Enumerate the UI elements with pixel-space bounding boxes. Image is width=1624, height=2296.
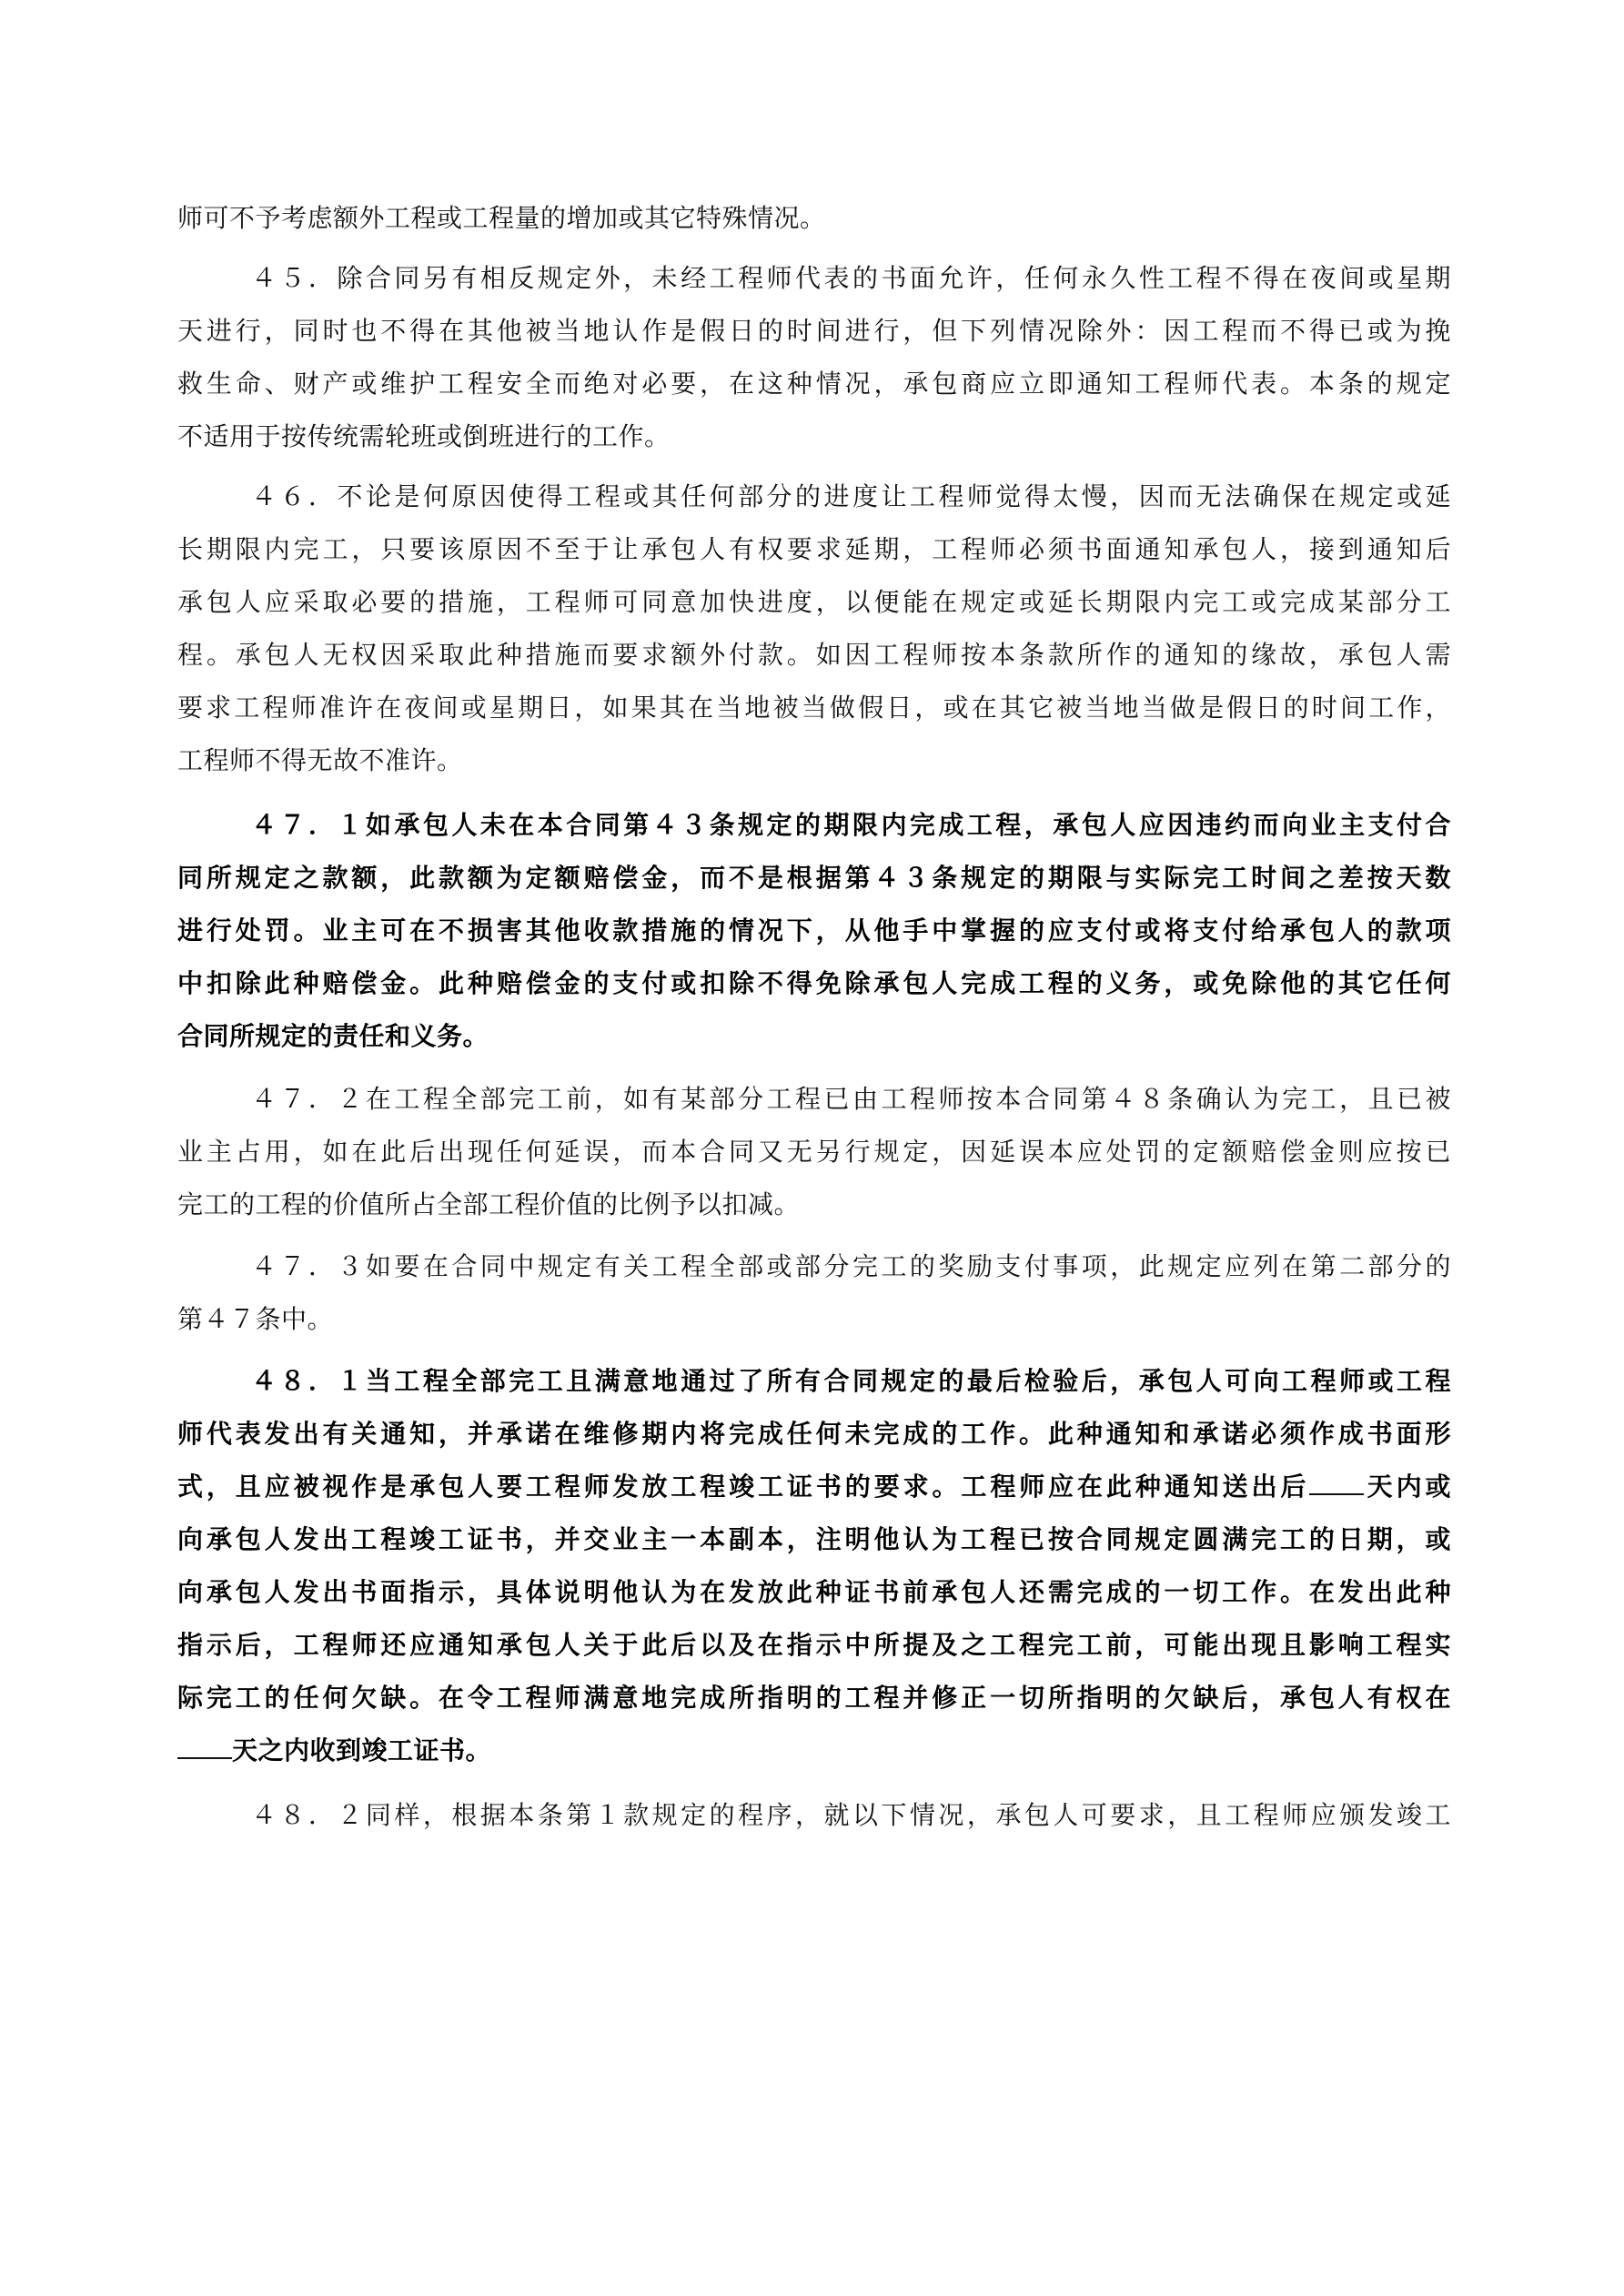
paragraph-text: 天之内收到竣工证书。 — [232, 1735, 492, 1765]
paragraph-line: 程。承包人无权因采取此种措施而要求额外付款。如因工程师按本条款所作的通知的缘故，承包人需 — [177, 640, 1451, 670]
paragraph-line: 师代表发出有关通知，并承诺在维修期内将完成任何未完成的工作。此种通知和承诺必须作成书面形 — [177, 1419, 1451, 1449]
fill-in-blank — [177, 1734, 232, 1759]
paragraph-line: 指示后，工程师还应通知承包人关于此后以及在指示中所提及之工程完工前，可能出现且影响工程实 — [177, 1630, 1451, 1660]
paragraph-line: 天进行，同时也不得在其他被当地认作是假日的时间进行，但下列情况除外：因工程而不得已或为挽 — [177, 316, 1451, 346]
paragraph-line: ４５．除合同另有相反规定外，未经工程师代表的书面允许，任何永久性工程不得在夜间或星期 — [251, 263, 1451, 293]
paragraph-line: 向承包人发出工程竣工证书，并交业主一本副本，注明他认为工程已按合同规定圆满完工的日期，或 — [177, 1524, 1451, 1554]
paragraph-line: ４７．３如要在合同中规定有关工程全部或部分完工的奖励支付事项，此规定应列在第二部分的 — [251, 1251, 1451, 1281]
paragraph-line: 中扣除此种赔偿金。此种赔偿金的支付或扣除不得免除承包人完成工程的义务，或免除他的其它任何 — [177, 968, 1451, 998]
paragraph-line: ４８．１当工程全部完工且满意地通过了所有合同规定的最后检验后，承包人可向工程师或工程 — [251, 1366, 1451, 1396]
paragraph-line: ４８．２同样，根据本条第１款规定的程序，就以下情况，承包人可要求，且工程师应颁发竣工 — [251, 1800, 1451, 1830]
paragraph-line: ４７．２在工程全部完工前，如有某部分工程已由工程师按本合同第４８条确认为完工，且已被 — [251, 1084, 1451, 1114]
paragraph-line-with-blank — [177, 1469, 1451, 1505]
paragraph-text: 式，且应被视作是承包人要工程师发放工程竣工证书的要求。工程师应在此种通知送出后 — [177, 1472, 1310, 1502]
paragraph-line: 不适用于按传统需轮班或倒班进行的工作。 — [177, 421, 671, 451]
paragraph-line: 完工的工程的价值所占全部工程价值的比例予以扣减。 — [177, 1189, 801, 1219]
paragraph-line: 合同所规定的责任和义务。 — [177, 1021, 489, 1051]
paragraph-line: 工程师不得无故不准许。 — [177, 745, 463, 775]
paragraph-line: 救生命、财产或维护工程安全而绝对必要，在这种情况，承包商应立即通知工程师代表。本条的规定 — [177, 369, 1451, 399]
paragraph-line: 际完工的任何欠缺。在令工程师满意地完成所指明的工程并修正一切所指明的欠缺后，承包人有权在 — [177, 1683, 1451, 1713]
paragraph-line: 向承包人发出书面指示，具体说明他认为在发放此种证书前承包人还需完成的一切工作。在发出此种 — [177, 1577, 1451, 1607]
paragraph-line: ４６．不论是何原因使得工程或其任何部分的进度让工程师觉得太慢，因而无法确保在规定或延 — [251, 481, 1451, 511]
paragraph-text: 天内或 — [1364, 1472, 1451, 1502]
paragraph-line-with-blank — [177, 1733, 491, 1769]
paragraph-line: 要求工程师准许在夜间或星期日，如果其在当地被当做假日，或在其它被当地当做是假日的时间工作， — [177, 693, 1451, 723]
paragraph-line: 师可不予考虑额外工程或工程量的增加或其它特殊情况。 — [177, 203, 826, 233]
paragraph-line: 业主占用，如在此后出现任何延误，而本合同又无另行规定，因延误本应处罚的定额赔偿金则应按已 — [177, 1137, 1451, 1167]
paragraph-line: 承包人应采取必要的措施，工程师可同意加快进度，以便能在规定或延长期限内完工或完成某部分工 — [177, 587, 1451, 617]
paragraph-line: 第４７条中。 — [177, 1304, 334, 1334]
fill-in-blank — [1309, 1470, 1364, 1495]
paragraph-line: 长期限内完工，只要该原因不至于让承包人有权要求延期，工程师必须书面通知承包人，接到通知后 — [177, 534, 1451, 564]
paragraph-line: 同所规定之款额，此款额为定额赔偿金，而不是根据第４３条规定的期限与实际完工时间之差按天数 — [177, 863, 1451, 893]
paragraph-line: 进行处罚。业主可在不损害其他收款措施的情况下，从他手中掌握的应支付或将支付给承包人的款项 — [177, 915, 1451, 946]
paragraph-line: ４７．１如承包人未在本合同第４３条规定的期限内完成工程，承包人应因违约而向业主支付合 — [251, 810, 1451, 840]
